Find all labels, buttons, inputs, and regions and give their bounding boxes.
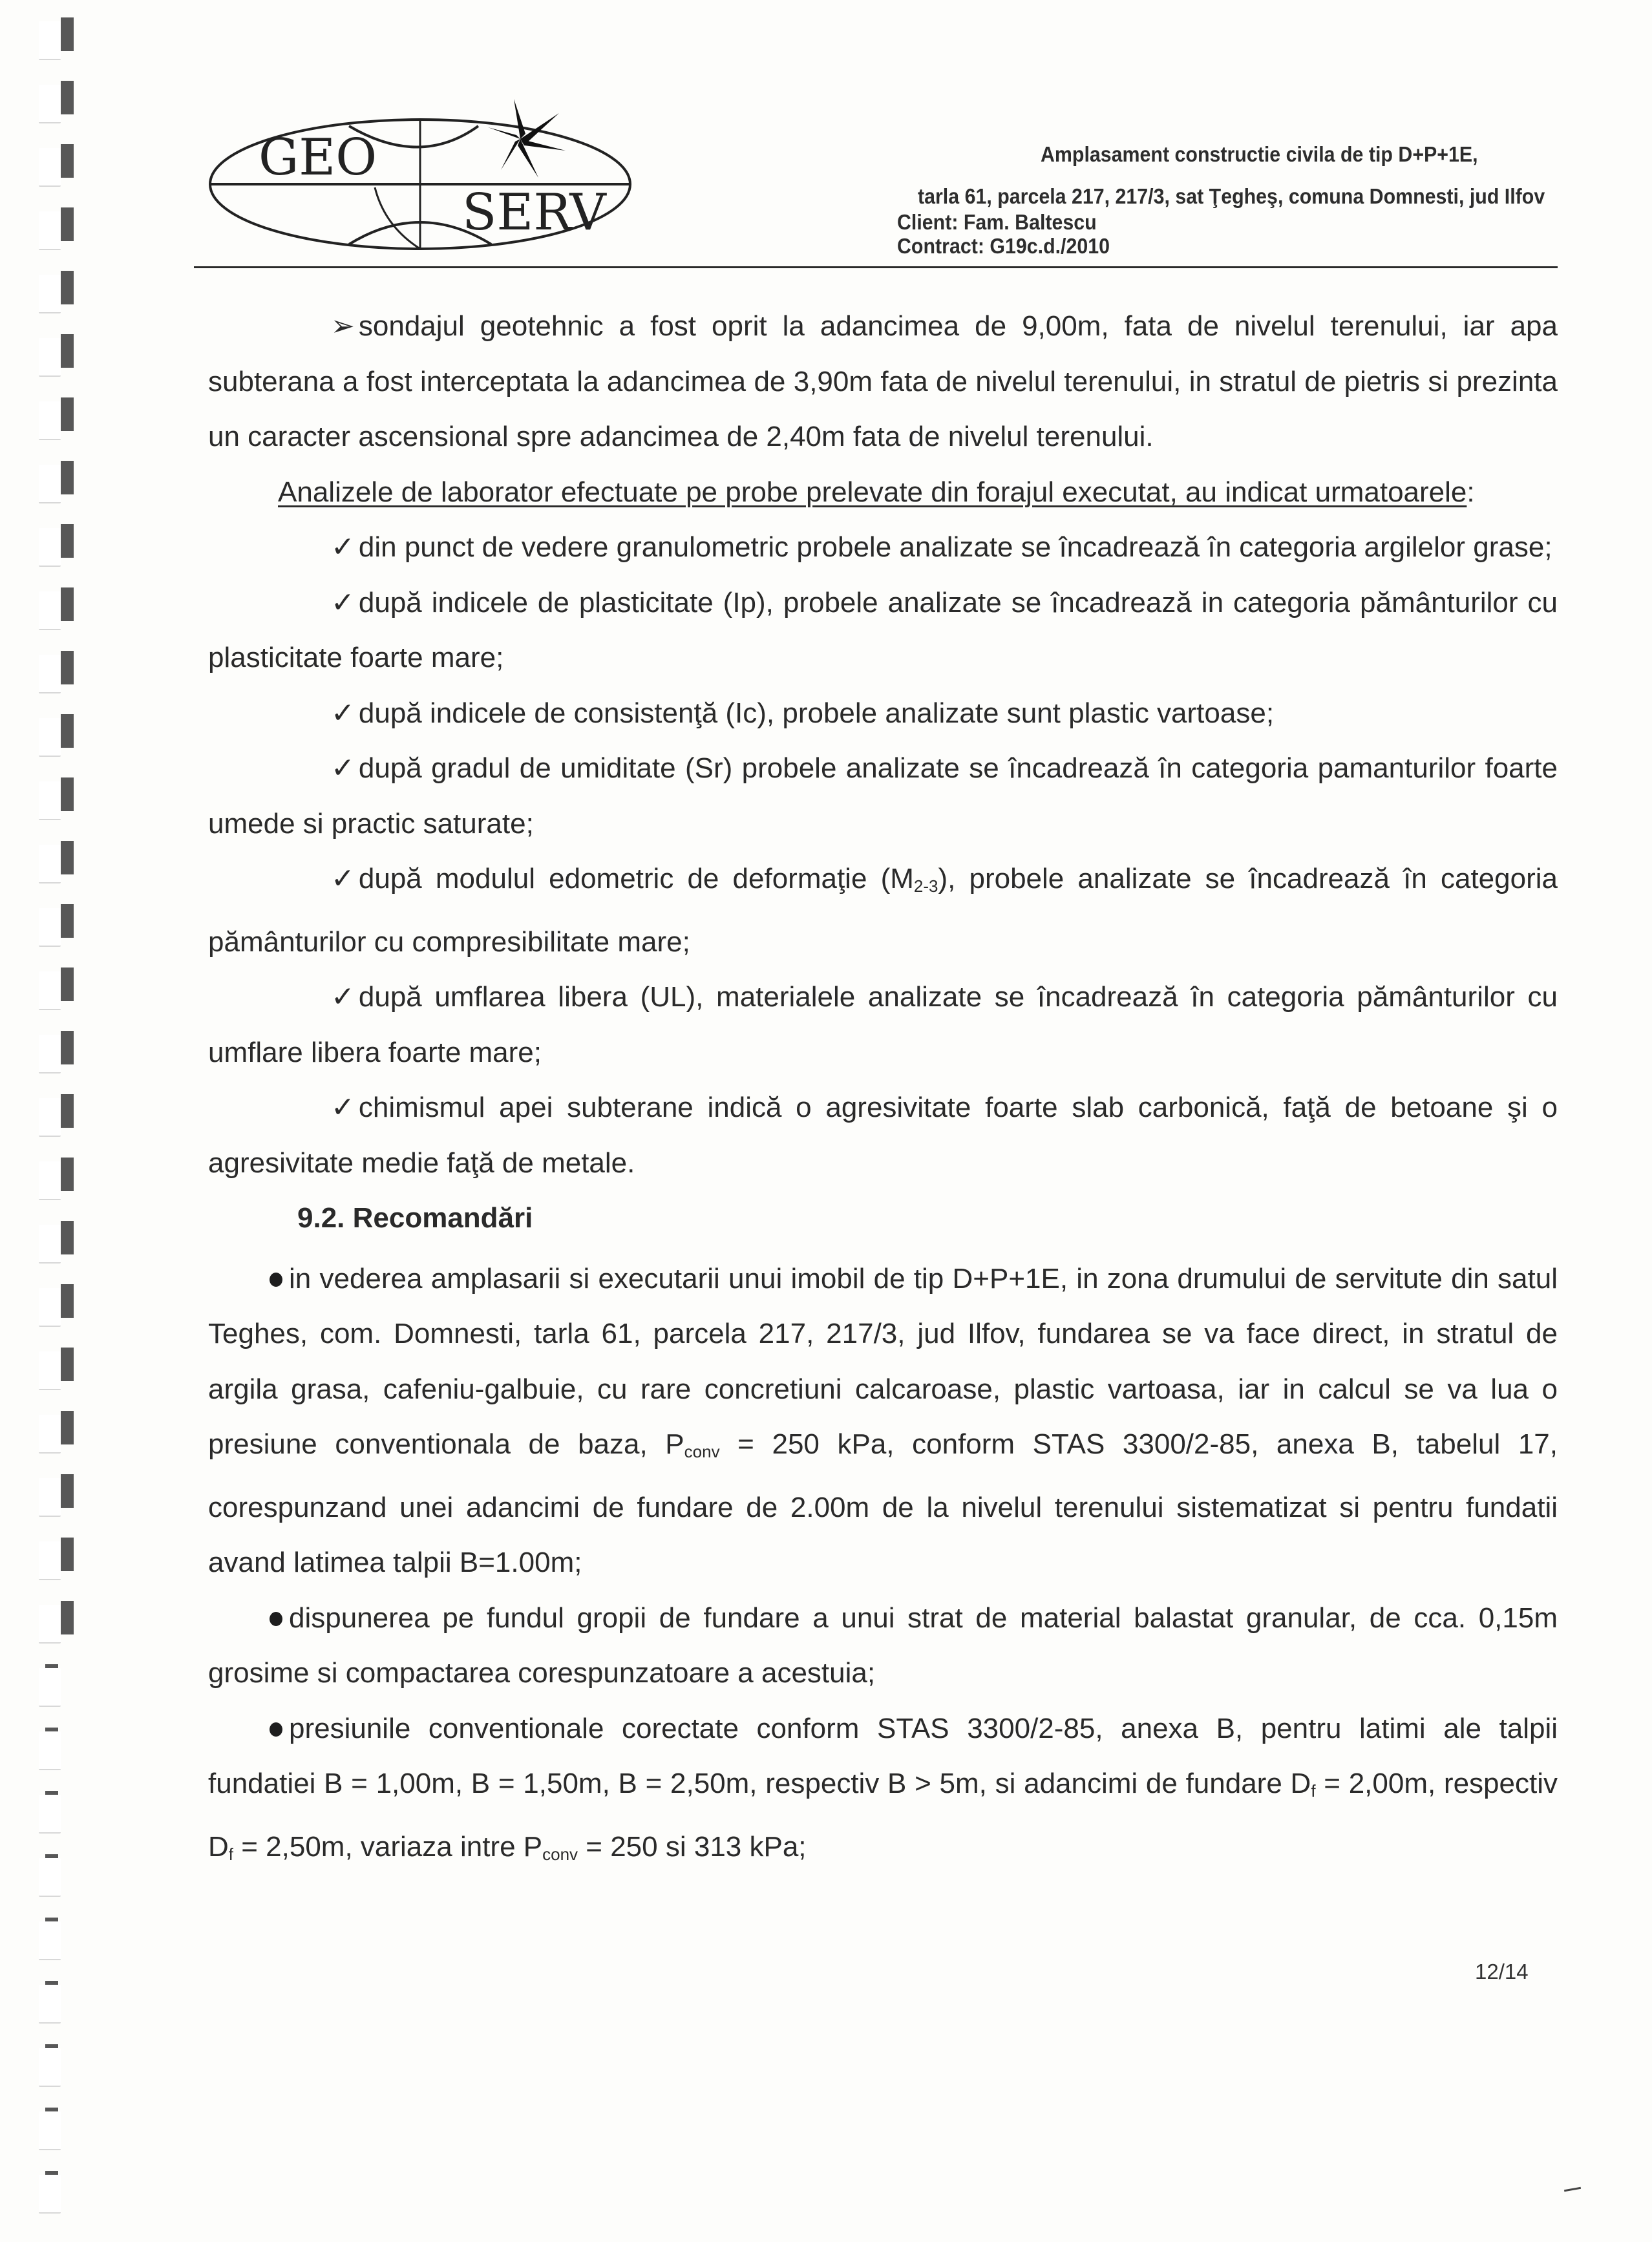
binding-mark	[61, 1221, 74, 1254]
binding-mark	[61, 1031, 74, 1064]
svg-text:SERV: SERV	[462, 184, 606, 242]
punch-hole	[39, 465, 61, 503]
lab-item: ✓ după gradul de umiditate (Sr) probele analizate se încadrează în categoria pamanturilor foarte umede si practic saturate;	[208, 741, 1558, 851]
recommendation-item: dispunerea pe fundul gropii de fundare a unui strat de material balastat granular, de cca. 0,15m grosime si compactarea corespunzatoare a acestuia;	[208, 1602, 1558, 1689]
svg-text:GEO: GEO	[259, 129, 377, 187]
punch-hole	[39, 21, 61, 60]
punch-hole	[39, 1288, 61, 1327]
geoserv-logo	[207, 90, 698, 252]
punch-hole	[39, 591, 61, 630]
document-body	[208, 299, 1558, 1882]
punch-hole	[39, 275, 61, 313]
punch-hole	[39, 338, 61, 377]
binding-mark	[61, 777, 74, 811]
intro-paragraph: ➢ sondajul geotehnic a fost oprit la adancimea de 9,00m, fata de nivelul terenului, iar apa subterana a fost interceptata la adancimea de 3,90m fata de nivelul terenului, in stratul de pietris si prezinta un caracter ascensional spre adancimea de 2,40m fata de nivelul terenului.	[208, 299, 1558, 465]
contract-number: Contract: G19c.d./2010	[897, 234, 1110, 258]
binding-mark	[61, 968, 74, 1001]
bullet-dot-icon	[270, 1273, 282, 1287]
lab-item: ✓ după indicele de plasticitate (Ip), probele analizate se încadrează in categoria pământurilor cu plasticitate foarte mare;	[208, 575, 1558, 686]
binding-mark	[61, 1601, 74, 1634]
punch-hole	[39, 1035, 61, 1073]
binding-mark	[61, 207, 74, 241]
punch-hole	[39, 148, 61, 187]
punch-hole	[39, 528, 61, 567]
binding-mark	[61, 524, 74, 558]
punch-hole	[39, 1921, 61, 1960]
binding-mark	[61, 334, 74, 368]
recommendation-item: presiunile conventionale corectate conform STAS 3300/2-85, anexa B, pentru latimi ale talpii fundatiei B = 1,00m, B = 1,50m, B = 2,50m, respectiv B > 5m, si adancimi de fundare $D_f = 2,00m$, respectiv $D_f = 2,50m$, variaza intre $P_{conv} = 250$ si 313 kPa;	[208, 1712, 1558, 1864]
lab-analysis-heading: Analizele de laborator efectuate pe probe prelevate din forajul executat, au indicat urmatoarele:	[278, 476, 1475, 508]
punch-hole	[39, 1668, 61, 1707]
punch-hole	[39, 2175, 61, 2214]
checkmark-icon: ✓	[331, 752, 355, 784]
section-title: 9.2. Recomandări	[297, 1202, 533, 1234]
binding-mark	[61, 587, 74, 621]
punch-hole	[39, 211, 61, 250]
punch-hole	[39, 401, 61, 440]
punch-hole	[39, 1415, 61, 1454]
punch-hole	[39, 1985, 61, 2024]
punch-hole	[39, 1351, 61, 1390]
binding-mark	[61, 1411, 74, 1444]
page-header	[194, 84, 1558, 271]
binding-mark	[61, 1284, 74, 1318]
client-name: Client: Fam. Baltescu	[897, 210, 1097, 234]
punch-hole	[39, 1478, 61, 1517]
punch-hole	[39, 1541, 61, 1580]
punch-hole	[39, 1731, 61, 1770]
punch-hole	[39, 971, 61, 1010]
checkmark-icon: ✓	[331, 1092, 355, 1123]
arrow-bullet-icon: ➢	[331, 310, 355, 342]
punch-hole	[39, 781, 61, 820]
punch-hole	[39, 1795, 61, 1834]
punch-hole	[39, 1161, 61, 1200]
punch-hole	[39, 1858, 61, 1897]
binding-mark	[61, 651, 74, 684]
binding-mark	[61, 81, 74, 114]
binding-mark	[61, 461, 74, 494]
header-divider	[194, 266, 1558, 268]
punch-hole	[39, 2048, 61, 2087]
binding-mark	[61, 1474, 74, 1508]
lab-item: ✓ după umflarea libera (UL), materialele analizate se încadrează în categoria pământurilor cu umflare libera foarte mare;	[208, 969, 1558, 1080]
binding-mark	[61, 144, 74, 178]
lab-item: ✓ după modulul edometric de deformaţie $(M_{2-3})$, probele analizate se încadrează în categoria pământurilor cu compresibilitate mare;	[208, 851, 1558, 969]
punch-hole	[39, 1605, 61, 1644]
binding-mark	[61, 17, 74, 51]
lab-item: ✓ din punct de vedere granulometric probele analizate se încadrează în categoria argilelor grase;	[208, 520, 1558, 575]
binding-mark	[61, 1158, 74, 1191]
checkmark-icon: ✓	[331, 531, 355, 563]
project-title: Amplasament constructie civila de tip D+P+1E,	[1041, 142, 1478, 166]
binding-mark	[61, 904, 74, 938]
punch-hole	[39, 1225, 61, 1264]
binding-mark	[61, 271, 74, 304]
binding-mark	[61, 1538, 74, 1571]
lab-item: ✓ chimismul apei subterane indică o agresivitate foarte slab carbonică, faţă de betoane şi o agresivitate medie faţă de metale.	[208, 1080, 1558, 1190]
punch-hole	[39, 655, 61, 693]
bullet-dot-icon	[270, 1612, 282, 1626]
punch-hole	[39, 908, 61, 947]
punch-hole	[39, 85, 61, 123]
lab-item: ✓ după indicele de consistenţă (Ic), probele analizate sunt plastic vartoase;	[208, 686, 1558, 741]
binding-mark	[61, 841, 74, 874]
binding-mark	[61, 714, 74, 748]
checkmark-icon: ✓	[331, 981, 355, 1013]
binding-mark	[61, 1094, 74, 1128]
punch-hole	[39, 845, 61, 883]
binding-holes	[0, 0, 90, 2242]
punch-hole	[39, 2111, 61, 2150]
checkmark-icon: ✓	[331, 586, 355, 619]
scan-artifact	[1564, 2187, 1581, 2192]
recommendation-item: in vederea amplasarii si executarii unui imobil de tip D+P+1E, in zona drumului de servitute din satul Teghes, com. Domnesti, tarla 61, parcela 217, 217/3, jud Ilfov, fundarea se va face direct, in stratul de argila grasa, cafeniu-galbuie, cu rare concretiuni calcaroase, plastic vartoasa, iar in calcul se va lua o presiune conventionala de baza, $P_{conv} = 250$ kPa, conform STAS 3300/2-85, anexa B, tabelul 17, corespunzand unei adancimi de fundare de 2.00m de la nivelul terenului sistematizat si pentru fundatii avand latimea talpii B=1.00m;	[208, 1262, 1558, 1578]
binding-mark	[61, 1348, 74, 1381]
punch-hole	[39, 718, 61, 757]
punch-hole	[39, 1098, 61, 1137]
checkmark-icon: ✓	[331, 697, 355, 729]
project-address: tarla 61, parcela 217, 217/3, sat Ţegheş, comuna Domnesti, jud Ilfov	[918, 184, 1545, 208]
binding-mark	[61, 397, 74, 431]
bullet-dot-icon	[270, 1722, 282, 1737]
checkmark-icon: ✓	[331, 863, 355, 894]
page-number: 12/14	[1475, 1960, 1529, 1983]
